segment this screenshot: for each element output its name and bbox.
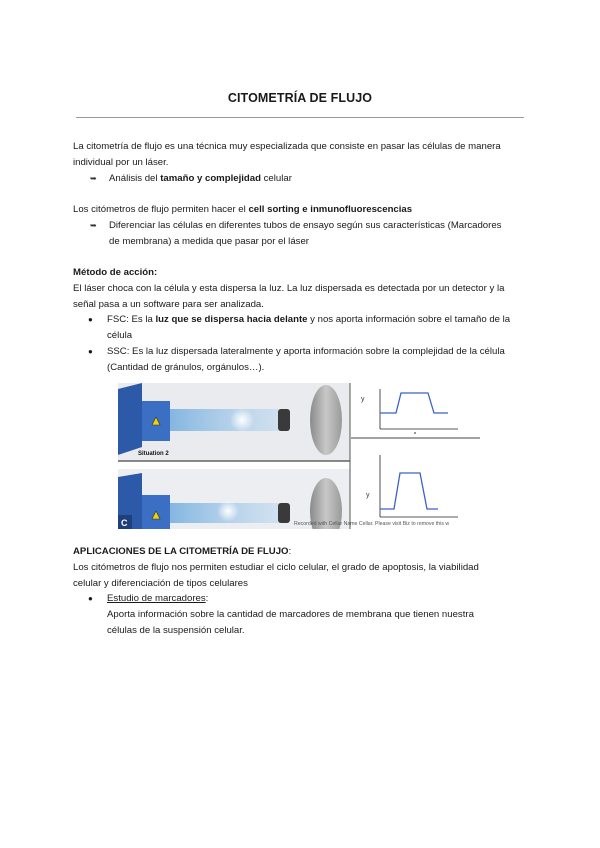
laser-source-top [118, 383, 142, 455]
plot-bottom-y-label: y [366, 492, 370, 499]
applications-section: APLICACIONES DE LA CITOMETRÍA DE FLUJO: Los citómetros de flujo nos permiten estudiar el ciclo celular, el grado de apoptosis, la viabilidad celular y diferenciación de tipos celulares [73, 546, 479, 589]
intro-paragraph [73, 139, 533, 171]
title-divider [76, 117, 524, 118]
cell-scatter-top [230, 408, 254, 432]
intro-line-1: La citometría de flujo es una técnica muy especializada que consiste en pasar las células de manera [73, 141, 501, 152]
intro-subitem: ➥ Análisis del tamaño y complejidad celular [90, 171, 530, 187]
cytometers-paragraph: Los citómetros de flujo permiten hacer el cell sorting e inmunofluorescencias [73, 204, 413, 215]
bullet-dot-icon: ● [88, 315, 93, 324]
intro-line-2: individual por un láser. [73, 157, 169, 168]
method-heading: Método de acción: [73, 267, 158, 278]
fsc-bullet: ● FSC: Es la luz que se dispersa hacia delante y nos aporta información sobre el tamaño de la célula [88, 314, 511, 341]
bullet-dot-icon: ● [88, 594, 93, 603]
arrow-bullet-icon: ➥ [90, 221, 97, 230]
markers-study-label: Estudio de marcadores [107, 593, 206, 604]
lens-disk-top [310, 385, 342, 455]
laser-beam-top [170, 409, 282, 431]
svg-text:C: C [121, 518, 128, 528]
method-section: Método de acción: El láser choca con la célula y esta dispersa la luz. La luz dispersada es detectada por un detector y la señal pasa a un software para ser analizada. [73, 267, 505, 310]
cytometers-bold: cell sorting e inmunofluorescencias [248, 204, 413, 215]
cell-scatter-bottom [217, 500, 239, 522]
detector-bottom [278, 503, 290, 523]
page-title: CITOMETRÍA DE FLUJO [227, 91, 373, 105]
arrow-bullet-icon: ➥ [90, 174, 97, 183]
applications-heading: APLICACIONES DE LA CITOMETRÍA DE FLUJO [73, 546, 289, 557]
situation-label: Situation 2 [138, 451, 169, 457]
markers-study-bullet: ● Estudio de marcadores: Aporta información sobre la cantidad de marcadores de membrana que tienen nuestra células de la suspensión celular. [88, 593, 474, 636]
cytometer-diagram [118, 383, 480, 529]
intro-sub-bold: tamaño y complejidad [160, 173, 261, 184]
cytometers-subitem: ➥ Diferenciar las células en diferentes tubos de ensayo según sus características (Marcadores de membrana) a medida que pasar por el láser [90, 220, 502, 247]
figure-caption: Recorded with Cellar Name Cellar. Please visit Biz to remove this w [294, 521, 450, 527]
flow-cytometer-figure [118, 383, 480, 529]
ssc-bullet: ● SSC: Es la luz dispersada lateralmente y aporta información sobre la complejidad de la célula (Cantidad de gránulos, orgánulos…). [88, 346, 505, 373]
bullet-dot-icon: ● [88, 347, 93, 356]
plot-top-y-label: y [361, 396, 365, 403]
detector-top [278, 409, 290, 431]
